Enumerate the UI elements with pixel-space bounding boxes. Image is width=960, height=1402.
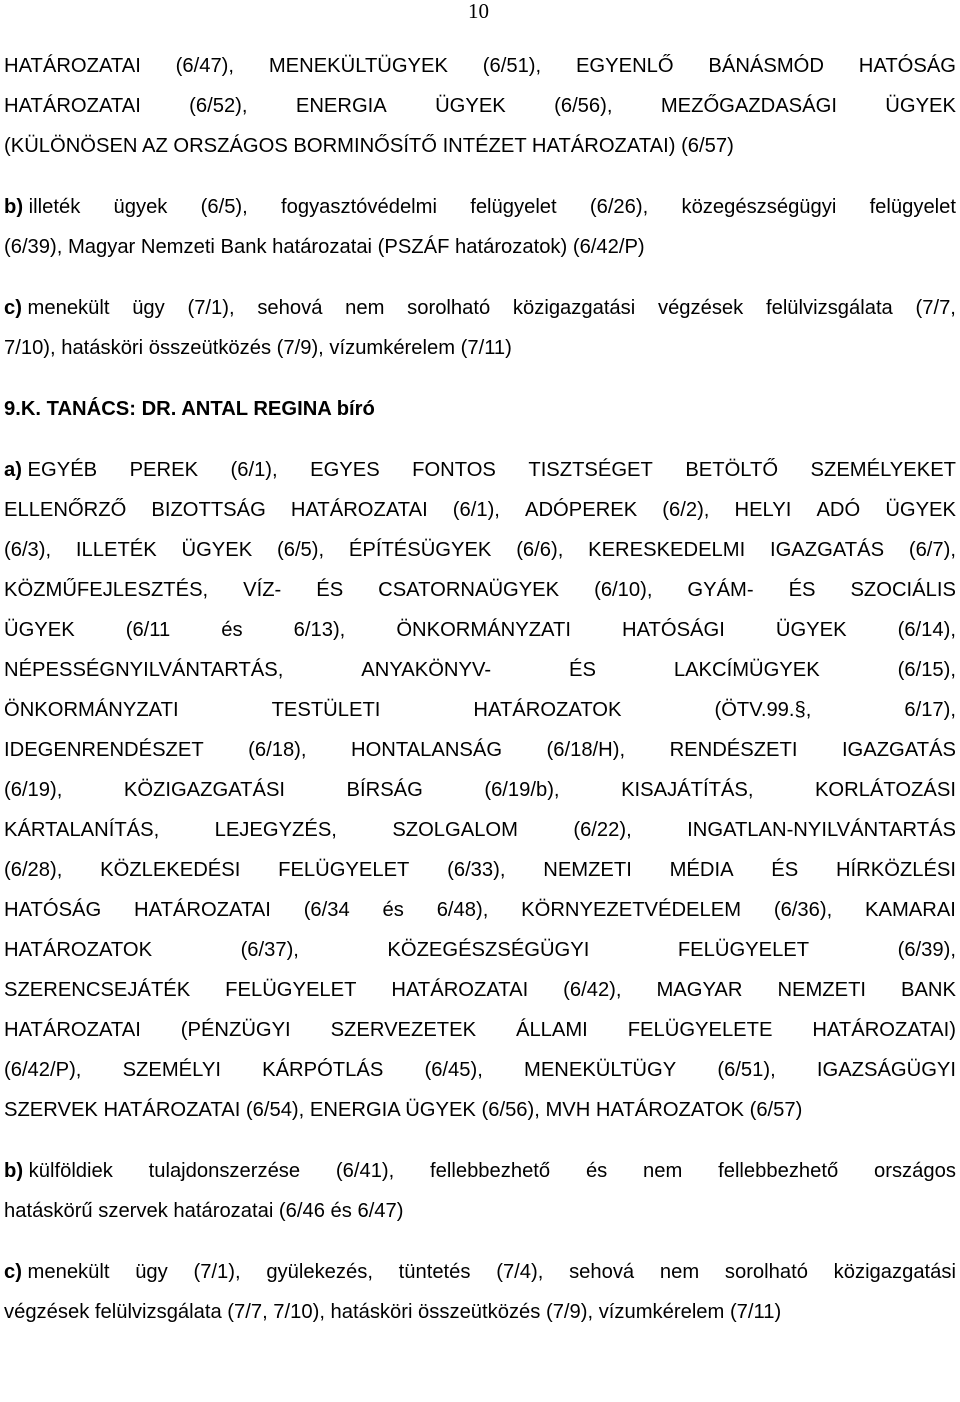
page-number: 10 — [468, 0, 489, 23]
word: NEMZETI — [543, 859, 632, 881]
word: (6/51), — [717, 1059, 776, 1081]
word: KÖZIGAZGATÁSI — [123, 779, 286, 801]
word: (6/51), — [482, 55, 542, 77]
word: HÍRKÖZLÉSI — [835, 859, 956, 881]
word: HATÓSÁG — [4, 899, 102, 921]
word: ÉS — [771, 859, 799, 881]
word: HATÁROZATOK — [4, 939, 153, 961]
word: (6/18), — [248, 739, 307, 761]
word: HONTALANSÁG — [351, 739, 503, 761]
word: 6/17), — [904, 699, 956, 721]
word: és — [221, 619, 243, 641]
word: (6/18/H), — [546, 739, 626, 761]
word: (7/7, — [915, 297, 956, 319]
word: (6/39), — [897, 939, 956, 961]
word: KERESKEDELMI — [588, 539, 746, 561]
word: MAGYAR — [656, 979, 743, 1001]
word: ügyek — [113, 196, 168, 218]
word: 6/48), — [436, 899, 489, 921]
word: (6/41), — [335, 1160, 395, 1182]
word: PEREK — [129, 459, 199, 481]
word: országos — [874, 1160, 956, 1182]
word: IGAZGATÁS — [770, 539, 885, 561]
word: (7/1), — [193, 1261, 241, 1283]
word: (6/52), — [189, 95, 248, 117]
word: (6/15), — [897, 659, 956, 681]
word: sorolható — [407, 297, 491, 319]
word: SZEMÉLYEKET — [810, 459, 956, 481]
word: LAKCÍMÜGYEK — [673, 659, 820, 681]
document-body — [4, 46, 956, 1353]
word: fellebbezhető — [430, 1160, 551, 1182]
paragraph-c — [4, 1252, 956, 1332]
word: FELÜGYELET — [677, 939, 810, 961]
word: (6/1), — [452, 499, 500, 521]
word: HELYI — [734, 499, 792, 521]
word: (6/5), — [200, 196, 248, 218]
section-heading: 9.K. TANÁCS: DR. ANTAL REGINA bíró — [4, 398, 375, 420]
word: (6/7), — [908, 539, 956, 561]
text-line — [4, 46, 956, 86]
word: ÜGYEK — [435, 95, 506, 117]
text-line: (KÜLÖNÖSEN AZ ORSZÁGOS BORMINŐSÍTŐ INTÉZET HATÁROZATAI) (6/57) — [4, 135, 734, 157]
word: HATÁROZATAI — [391, 979, 529, 1001]
word: ÉS — [568, 659, 596, 681]
word: FELÜGYELET — [278, 859, 410, 881]
text-line: (6/39), Magyar Nemzeti Bank határozatai (PSZÁF határozatok) (6/42/P) — [4, 236, 645, 258]
word: (6/2), — [662, 499, 710, 521]
word: ANYAKÖNYV- — [361, 659, 492, 681]
word: felügyelet — [869, 196, 956, 218]
word: ÉS — [788, 579, 816, 601]
word: KÖZEGÉSZSÉGÜGYI — [387, 939, 590, 961]
item-label: b) illeték — [4, 196, 81, 218]
word: HATÁROZATAI — [4, 95, 141, 117]
text-line — [4, 650, 956, 690]
item-label: a) EGYÉB — [4, 459, 98, 481]
text-line — [4, 850, 956, 890]
word: BETÖLTŐ — [685, 459, 779, 481]
word: (6/33), — [447, 859, 506, 881]
word: ADÓPEREK — [525, 499, 638, 521]
word: (6/14), — [897, 619, 956, 641]
word: ÉS — [316, 579, 344, 601]
word: nem — [643, 1160, 683, 1182]
word: tulajdonszerzése — [148, 1160, 301, 1182]
item-label: c) menekült — [4, 1261, 110, 1283]
word: (6/28), — [4, 859, 63, 881]
word: HATÁROZATAI — [4, 55, 141, 77]
word: MÉDIA — [669, 859, 734, 881]
word: LEJEGYZÉS, — [214, 819, 337, 841]
word: VÍZ- — [243, 579, 282, 601]
text-line: 7/10), hatásköri összeütközés (7/9), vízumkérelem (7/11) — [4, 337, 512, 359]
word: INGATLAN-NYILVÁNTARTÁS — [687, 819, 956, 841]
word: tüntetés — [398, 1261, 471, 1283]
word: ÜGYEK — [181, 539, 253, 561]
paragraph — [4, 46, 956, 166]
text-line: hatáskörű szervek határozatai (6/46 és 6/47) — [4, 1200, 404, 1222]
paragraph-b — [4, 187, 956, 267]
text-line — [4, 1252, 956, 1292]
word: TESTÜLETI — [271, 699, 381, 721]
word: fellebbezhető — [718, 1160, 839, 1182]
word: GYÁM- — [687, 579, 754, 601]
word: (6/6), — [516, 539, 564, 561]
word: (6/42), — [563, 979, 622, 1001]
word: felülvizsgálata — [765, 297, 893, 319]
word: SZOCIÁLIS — [850, 579, 956, 601]
word: KÁRPÓTLÁS — [262, 1059, 384, 1081]
word: nem — [345, 297, 385, 319]
word: (6/3), — [4, 539, 52, 561]
word: (7/1), — [187, 297, 235, 319]
word: (6/47), — [175, 55, 235, 77]
word: BÍRSÁG — [346, 779, 423, 801]
word: ÁLLAMI — [515, 1019, 588, 1041]
word: HATÁROZATAI) — [812, 1019, 956, 1041]
word: sehová — [569, 1261, 635, 1283]
word: ENERGIA — [295, 95, 387, 117]
word: KÖZMŰFEJLESZTÉS, — [4, 579, 209, 601]
word: ÜGYEK — [885, 95, 956, 117]
text-line — [4, 187, 956, 227]
word: (PÉNZÜGYI — [180, 1019, 291, 1041]
word: és — [382, 899, 404, 921]
word: ELLENŐRZŐ — [4, 499, 127, 521]
text-line — [4, 890, 956, 930]
word: NÉPESSÉGNYILVÁNTARTÁS, — [4, 659, 284, 681]
text-line — [4, 86, 956, 126]
word: 6/13), — [293, 619, 346, 641]
word: FELÜGYELET — [225, 979, 357, 1001]
word: SZERENCSEJÁTÉK — [4, 979, 191, 1001]
text-line — [4, 730, 956, 770]
word: ügy — [135, 1261, 168, 1283]
word: IGAZSÁGÜGYI — [816, 1059, 956, 1081]
word: FONTOS — [412, 459, 496, 481]
word: fogyasztóvédelmi — [281, 196, 437, 218]
word: ILLETÉK — [75, 539, 157, 561]
word: (6/45), — [424, 1059, 483, 1081]
item-label: b) külföldiek — [4, 1160, 113, 1182]
word: KAMARAI — [865, 899, 956, 921]
word: (6/5), — [277, 539, 325, 561]
word: (6/36), — [773, 899, 833, 921]
word: ÉPÍTÉSÜGYEK — [348, 539, 492, 561]
text-line — [4, 490, 956, 530]
word: sehová — [257, 297, 323, 319]
word: SZERVEZETEK — [330, 1019, 477, 1041]
text-line — [4, 690, 956, 730]
text-line — [4, 1151, 956, 1191]
word: HATÁROZATAI — [290, 499, 428, 521]
word: EGYENLŐ — [575, 55, 674, 77]
word: IGAZGATÁS — [841, 739, 956, 761]
word: KISAJÁTÍTÁS, — [621, 779, 754, 801]
word: (6/26), — [589, 196, 649, 218]
word: (6/10), — [594, 579, 653, 601]
word: ÜGYEK — [885, 499, 956, 521]
word: közegészségügyi — [681, 196, 837, 218]
word: KÁRTALANÍTÁS, — [4, 819, 160, 841]
text-line — [4, 1010, 956, 1050]
word: HATÓSÁGI — [621, 619, 725, 641]
word: közigazgatási — [512, 297, 636, 319]
word: nem — [659, 1261, 700, 1283]
word: (6/22), — [573, 819, 632, 841]
word: végzések — [657, 297, 744, 319]
word: (6/11 — [125, 619, 171, 641]
word: közigazgatási — [833, 1261, 956, 1283]
text-line — [4, 570, 956, 610]
word: ÜGYEK — [775, 619, 847, 641]
word: (6/1), — [230, 459, 278, 481]
word: (6/19), — [4, 779, 63, 801]
word: (ÖTV.99.§, — [714, 699, 812, 721]
word: KORLÁTOZÁSI — [814, 779, 956, 801]
word: EGYES — [310, 459, 380, 481]
word: HATÁROZATOK — [473, 699, 622, 721]
word: ÖNKORMÁNYZATI — [4, 699, 179, 721]
word: ügy — [132, 297, 165, 319]
word: HATÁROZATAI — [4, 1019, 141, 1041]
word: KÖRNYEZETVÉDELEM — [521, 899, 742, 921]
text-line — [4, 970, 956, 1010]
text-line: SZERVEK HATÁROZATAI (6/54), ENERGIA ÜGYEK (6/56), MVH HATÁROZATOK (6/57) — [4, 1099, 803, 1121]
word: ADÓ — [816, 499, 861, 521]
paragraph-b — [4, 1151, 956, 1231]
word: ÖNKORMÁNYZATI — [396, 619, 571, 641]
word: HATÓSÁG — [858, 55, 956, 77]
text-line — [4, 610, 956, 650]
word: SZOLGALOM — [392, 819, 518, 841]
text-line — [4, 930, 956, 970]
word: MENEKÜLTÜGY — [524, 1059, 677, 1081]
item-label: c) menekült — [4, 297, 110, 319]
word: (6/37), — [240, 939, 299, 961]
word: NEMZETI — [777, 979, 867, 1001]
word: és — [585, 1160, 608, 1182]
word: gyülekezés, — [266, 1261, 373, 1283]
word: FELÜGYELETE — [627, 1019, 773, 1041]
word: TISZTSÉGET — [528, 459, 653, 481]
word: (6/42/P), — [4, 1059, 82, 1081]
text-line — [4, 288, 956, 328]
paragraph-c — [4, 288, 956, 368]
text-line — [4, 1050, 956, 1090]
word: sorolható — [724, 1261, 808, 1283]
word: BIZOTTSÁG — [151, 499, 266, 521]
word: (7/4), — [496, 1261, 544, 1283]
word: BANK — [901, 979, 956, 1001]
text-line — [4, 450, 956, 490]
paragraph-a — [4, 450, 956, 1130]
word: MEZŐGAZDASÁGI — [660, 95, 837, 117]
word: HATÁROZATAI — [134, 899, 271, 921]
word: KÖZLEKEDÉSI — [100, 859, 241, 881]
word: MENEKÜLTÜGYEK — [268, 55, 448, 77]
word: (6/34 — [303, 899, 350, 921]
word: BÁNÁSMÓD — [708, 55, 824, 77]
word: IDEGENRENDÉSZET — [4, 739, 204, 761]
word: (6/56), — [554, 95, 613, 117]
text-line — [4, 810, 956, 850]
word: (6/19/b), — [484, 779, 560, 801]
text-line — [4, 530, 956, 570]
word: ÜGYEK — [4, 619, 75, 641]
text-line — [4, 770, 956, 810]
word: SZEMÉLYI — [122, 1059, 221, 1081]
word: felügyelet — [470, 196, 557, 218]
text-line: végzések felülvizsgálata (7/7, 7/10), hatásköri összeütközés (7/9), vízumkérelem (7/11) — [4, 1301, 782, 1323]
word: CSATORNAÜGYEK — [378, 579, 560, 601]
word: RENDÉSZETI — [669, 739, 798, 761]
